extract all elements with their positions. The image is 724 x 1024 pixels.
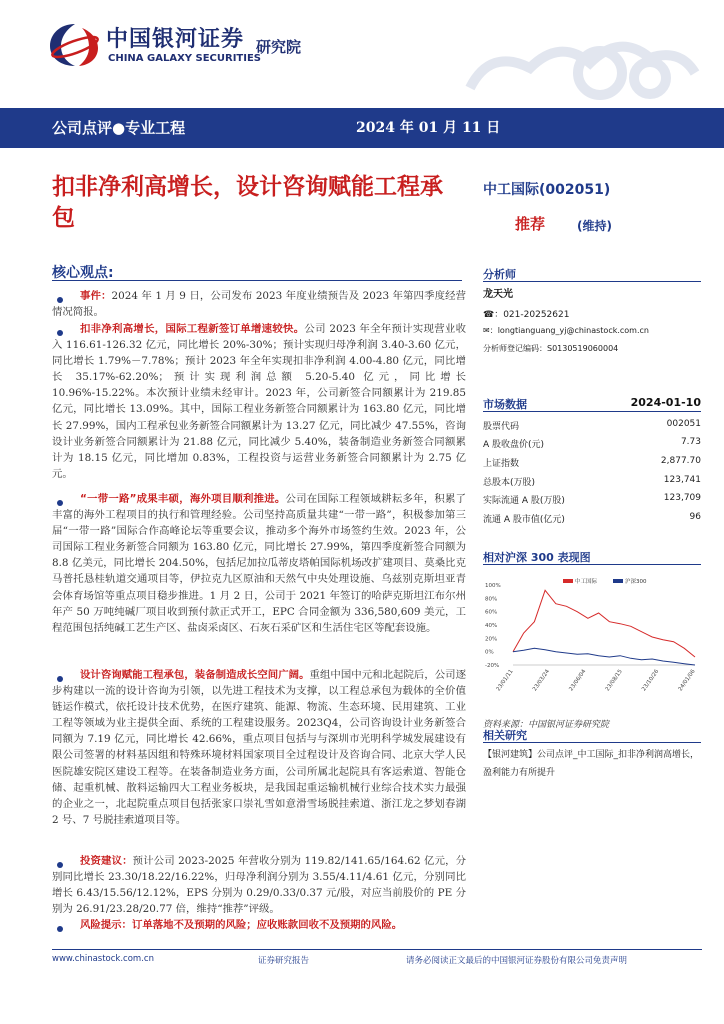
footer-divider — [52, 949, 702, 950]
analyst-phone: ☎：021-20252621 — [483, 310, 570, 320]
market-date: 2024-01-10 — [630, 396, 701, 409]
core-item-design: 设计咨询赋能工程承包，装备制造成长空间广阔。重组中国中元和北起院后，公司逐步构建以一流的设计咨询为引领，以先进工程技术为支撑，以工程总承包为载体的全价值链运作模式，依托设计技术优势，在医疗建筑、能源、物流、生态环境、民用建筑、工业工程等领域为业主提供全面、系统的工程建设服务。2023Q4，公司咨询设计业务新签合同额为 7.19 亿元，同比增长 42.66%，重点项目包括与与深圳市光明科学城发展建设有限公司签署的材料基因组和特殊环境材料国家项目全过程设计及咨询合同、北京大学人民医院雄安院区建设工程等。在装备制造业务方面，公司所属北起院具有客运索道、智能仓储、起重机械、散料运输四大工程业务板块，是我国起重运输机械行业综合技术实力最强的企业之一，北起院重点项目包括张家口崇礼雪如意滑雪场脱挂索道、浙江龙之梦划春湖 2 号、7 号脱挂索道项目等。 — [52, 669, 467, 826]
relative-performance-chart — [483, 577, 701, 705]
x-tick-label: 23/06/04 — [568, 668, 588, 693]
y-tick-label: 80% — [485, 596, 498, 603]
cloud-pattern-icon — [450, 18, 700, 118]
related-divider — [483, 742, 701, 743]
x-tick-label: 23/08/15 — [604, 668, 624, 693]
footer-disclaimer: 请务必阅读正文最后的中国银河证券股份有限公司免责声明 — [406, 956, 628, 966]
related-heading: 相关研究 — [483, 729, 527, 742]
series-line-1 — [513, 648, 695, 665]
legend-label: 沪深300 — [625, 579, 647, 585]
market-row: 实际流通 A 股(万股) 123,709 — [483, 493, 701, 506]
footer-url[interactable]: www.chinastock.com.cn — [52, 954, 154, 964]
core-heading: 核心观点: — [52, 265, 114, 281]
chart-divider — [483, 564, 701, 565]
related-report-link[interactable]: 【银河建筑】公司点评_中工国际_扣非净利润高增长，盈利能力有所提升 — [483, 750, 700, 778]
y-tick-label: -20% — [485, 663, 500, 669]
market-row: 流通 A 股市值(亿元) 96 — [483, 512, 701, 525]
core-item-profit: 扣非净利高增长，国际工程新签订单增速较快。公司 2023 年全年预计实现营业收入 116.61-126.32 亿元，同比增长 20%-30%；预计实现归母净利润 3.40-3.60 亿元，同比增长 1.79%－7.78%；预计 2023 年全年实现扣非净利润 4.00-4.80 亿元，同比增长 35.17%-62.20%；预计实现利润总额 5.20-5.40 亿元，同比增长 10.96%-15.22%。本次预计业绩未经审计。2023 年，公司新签合同额累计为 219.85 亿元，同比增长 13.09%。其中，国际工程业务新签合同额累计为 163.80 亿元，同比增长 27.99%，国内工程承包业务新签合同额累计为 13.27 亿元，同比减少 47.55%，咨询设计业务新签合同额累计为 21.88 亿元，同比减少 5.40%，装备制造业务新签合同额累计为 18.15 亿元，同比增加 0.83%，工程投资与运营业务新签合同额累计为 2.75 亿元。 — [52, 323, 466, 480]
x-tick-label: 23/03/24 — [531, 668, 552, 693]
core-item-belt-road: “一带一路”成果丰硕，海外项目顺利推进。公司在国际工程领域耕耘多年，积累了丰富的海外工程项目的执行和管理经验。公司坚持高质量共建“一带一路”，积极参加第三届“一带一路”国际合作高峰论坛等重要会议，推动多个海外市场签约生效。2023 年，公司国际工程业务新签合同额为 163.80 亿元，同比增长 27.99%，第四季度新签合同额为 8.8 亿美元，同比增长 204.50%，包括尼加拉瓜蒂皮塔帕国际机场改扩建项目、莫桑比克马普托恳桂轨道交通项目等，伊拉克九区原油和天然气中央处理设施、乌兹别克斯坦亚青会体育场馆等重点项目稳步推进。1 月 2 日，公司于 2021 年签订的哈萨克斯坦江布尔州年产 50 万吨纯碱厂项目收到预付款正式开工，EPC 合同金额为 336,580,609 美元，工程范围包括纯碱工艺生产区、盐卤采卤区、石灰石采矿区和生活住宅区等配套设施。 — [52, 493, 467, 634]
market-divider — [483, 411, 701, 412]
legend-swatch — [563, 579, 573, 583]
core-item-risk: 风险提示：订单落地不及预期的风险；应收账款回收不及预期的风险。 — [80, 919, 403, 931]
legend-label: 中工国际 — [575, 579, 598, 585]
chart-heading: 相对沪深 300 表现图 — [483, 551, 591, 564]
y-tick-label: 40% — [485, 623, 498, 629]
analyst-registration: 分析师登记编码：S0130519060004 — [483, 344, 619, 353]
core-divider — [52, 280, 462, 281]
rating-note: (维持) — [577, 219, 612, 233]
market-row: 股票代码 002051 — [483, 419, 701, 432]
series-line-0 — [513, 590, 695, 657]
chart-source: 资料来源：中国银河证券研究院 — [483, 720, 610, 730]
y-tick-label: 100% — [485, 583, 501, 589]
core-item-investment: 投资建议：预计公司 2023-2025 年营收分别为 119.82/141.65/164.62 亿元，分别同比增长 23.30/18.22/16.22%，归母净利润分别为 3.55/4.11/4.61 亿元，分别同比增长 6.43/15.56/12.12%，EPS 分别为 0.29/0.33/0.37 元/股，对应当前股价的 PE 分别为 26.91/23.28/20.77 倍，维持“推荐”评级。 — [52, 855, 467, 916]
logo-chinese: 中国银河证券 — [106, 27, 245, 52]
analyst-email[interactable]: ✉：longtianguang_yj@chinastock.com.cn — [483, 326, 649, 335]
market-heading: 市场数据 — [483, 398, 527, 411]
legend-swatch — [613, 579, 623, 583]
market-row: 总股本(万股) 123,741 — [483, 475, 701, 488]
report-date: 2024 年 01 月 11 日 — [356, 120, 501, 136]
report-type: 公司点评●专业工程 — [52, 119, 186, 137]
x-tick-label: 23/10/26 — [641, 668, 661, 693]
galaxy-logo-icon — [46, 20, 104, 70]
analyst-divider — [483, 281, 701, 282]
logo-english: CHINA GALAXY SECURITIES — [108, 53, 261, 64]
stock-rating: 推荐 — [515, 215, 546, 233]
analyst-name: 龙天光 — [483, 289, 513, 300]
core-item-event: 事件：2024 年 1 月 9 日，公司发布 2023 年度业绩预告及 2023 年第四季度经营情况简报。 — [52, 290, 466, 319]
footer-label: 证券研究报告 — [258, 956, 310, 966]
institute-label: 研究院 — [256, 38, 302, 56]
analyst-heading: 分析师 — [483, 268, 516, 281]
y-tick-label: 0% — [485, 649, 494, 656]
market-row: A 股收盘价(元) 7.73 — [483, 437, 701, 450]
y-tick-label: 20% — [485, 636, 498, 643]
x-tick-label: 23/01/11 — [495, 668, 515, 693]
x-tick-label: 24/01/06 — [677, 668, 697, 693]
stock-name-code: 中工国际(002051) — [483, 182, 611, 198]
market-row: 上证指数 2,877.70 — [483, 456, 701, 469]
y-tick-label: 60% — [485, 609, 498, 616]
report-title: 扣非净利高增长，设计咨询赋能工程承包 — [52, 174, 443, 231]
